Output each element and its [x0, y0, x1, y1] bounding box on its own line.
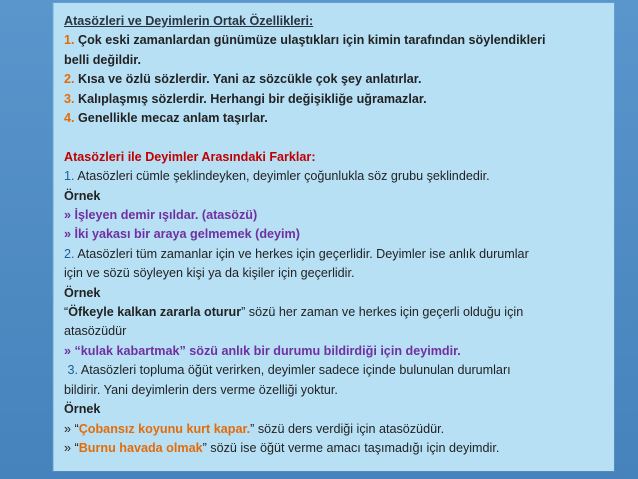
- section2-heading-text: Atasözleri ile Deyimler Arasındaki Farklar:: [64, 149, 316, 164]
- item-number: 1.: [64, 169, 75, 184]
- item-text: Atasözleri tüm zamanlar için ve herkes için geçerlidir. Deyimler ise anlık durumlar: [74, 246, 529, 261]
- difference-1: [64, 167, 606, 186]
- common-item-1: [64, 31, 606, 50]
- difference-2: [64, 245, 606, 264]
- example-proverb: » İşleyen demir ışıldar. (atasözü): [64, 208, 258, 223]
- item-number: 3.: [67, 363, 79, 378]
- example-quote-cont: atasözüdür: [64, 324, 127, 339]
- example-rest: ” sözü ise öğüt verme amacı taşımadığı için deyimdir.: [202, 440, 500, 455]
- item-text: Atasözleri topluma öğüt verirken, deyimler sadece içinde bulunulan durumları: [78, 363, 511, 378]
- section2-heading: [64, 148, 606, 167]
- example-prefix: » “: [64, 421, 79, 436]
- content-card: [53, 3, 614, 471]
- item-number: 4.: [64, 111, 75, 126]
- example-quote: [64, 303, 606, 322]
- example-idiom-text: Burnu havada olmak: [78, 440, 203, 455]
- spacer: [64, 128, 606, 147]
- item-number: 1.: [64, 33, 75, 48]
- difference-3-cont: bildirir. Yani deyimlerin ders verme özelliği yoktur.: [64, 382, 338, 397]
- difference-2-cont: için ve sözü söyleyen kişi ya da kişiler için geçerlidir.: [64, 266, 355, 281]
- example-proverb: [64, 420, 606, 439]
- common-item-4: [64, 109, 606, 128]
- quote-proverb: Öfkeyle kalkan zararla oturur: [68, 305, 242, 320]
- example-idiom: [64, 439, 606, 458]
- common-item-1-cont: [64, 51, 606, 70]
- section1-heading: [64, 12, 606, 31]
- difference-3: [64, 361, 606, 380]
- item-text: Kalıplaşmış sözlerdir. Herhangi bir değişikliğe uğramazlar.: [74, 91, 427, 106]
- item-number: 2.: [64, 246, 75, 261]
- example-prefix: » “: [64, 440, 79, 455]
- item-text: Atasözleri cümle şeklindeyken, deyimler çoğunlukla söz grubu şeklindedir.: [74, 169, 490, 184]
- section1-heading-text: Atasözleri ve Deyimlerin Ortak Özellikleri:: [64, 14, 314, 28]
- example-label: Örnek: [64, 402, 101, 417]
- example-proverb-text: Çobansız koyunu kurt kapar.: [78, 421, 251, 436]
- example-rest: ” sözü ders verdiği için atasözüdür.: [250, 421, 445, 436]
- item-number: 2.: [64, 72, 75, 87]
- example-idiom: » İki yakası bir araya gelmemek (deyim): [64, 227, 300, 242]
- item-text: belli değildir.: [64, 52, 141, 67]
- common-item-3: [64, 90, 606, 109]
- item-text: Çok eski zamanlardan günümüze ulaştıkları için kimin tarafından söylendikleri: [74, 33, 546, 48]
- common-item-2: [64, 70, 606, 89]
- item-text: Genellikle mecaz anlam taşırlar.: [74, 111, 268, 126]
- item-text: Kısa ve özlü sözlerdir. Yani az sözcükle çok şey anlatırlar.: [74, 72, 422, 87]
- item-number: 3.: [64, 91, 75, 106]
- example-label: Örnek: [64, 188, 101, 203]
- quote-open: “: [64, 305, 69, 320]
- quote-rest: ” sözü her zaman ve herkes için geçerli olduğu için: [241, 305, 524, 320]
- example-idiom: » “kulak kabartmak” sözü anlık bir durumu bildirdiği için deyimdir.: [64, 343, 461, 358]
- example-label: Örnek: [64, 285, 101, 300]
